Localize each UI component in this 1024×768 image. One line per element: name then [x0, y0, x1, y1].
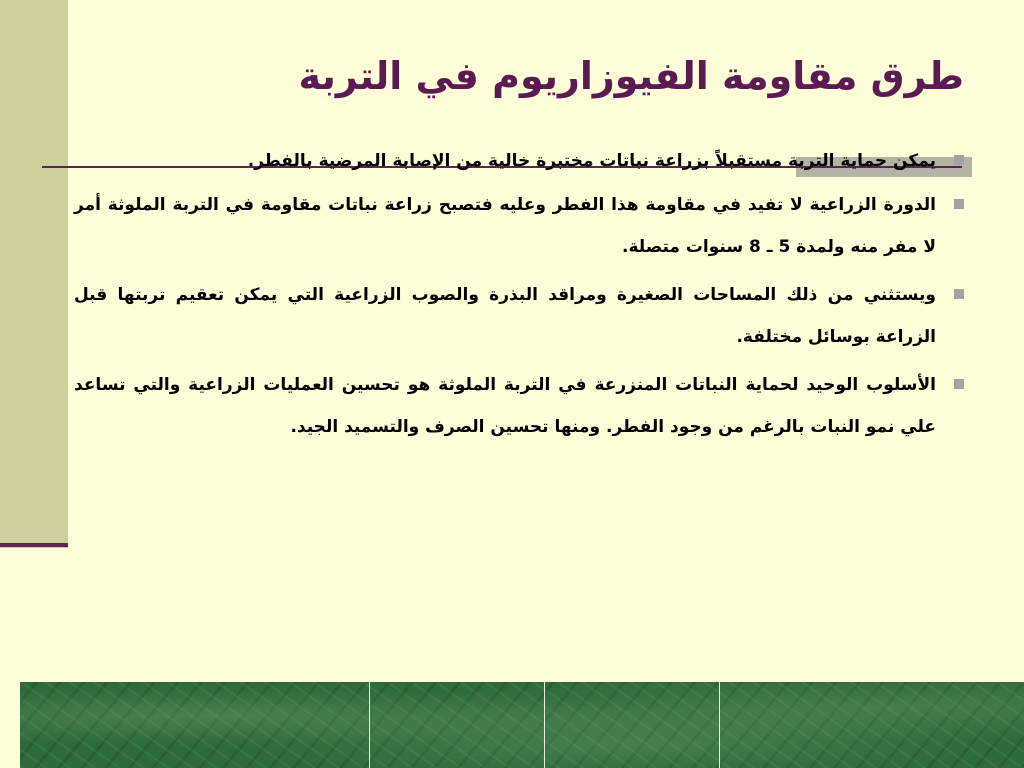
square-bullet-icon	[954, 155, 964, 165]
square-bullet-icon	[954, 199, 964, 209]
footer-divider-2	[544, 682, 545, 768]
footer-divider-3	[719, 682, 720, 768]
bullet-item-2	[74, 184, 964, 268]
bullet-item-1	[74, 142, 964, 180]
bullet-text-3: ويستثني من ذلك المساحات الصغيرة ومراقد البذرة والصوب الزراعية التي يمكن تعقيم تربتها قبل الزراعة بوسائل مختلفة.	[74, 285, 936, 347]
square-bullet-icon	[954, 289, 964, 299]
bullet-text-4: الأسلوب الوحيد لحماية النباتات المنزرعة في التربة الملوثة هو تحسين العمليات الزراعية والتي تساعد علي نمو النبات بالرغم من وجود الفطر. ومنها تحسين الصرف والتسميد الجيد.	[74, 375, 936, 437]
bullet-text-1: يمكن حماية التربة مستقبلاً بزراعة نباتات مختبرة خالية من الإصابة المرضية بالفطر.	[247, 151, 936, 171]
bullet-item-4	[74, 364, 964, 448]
bullet-text-2: الدورة الزراعية لا تفيد في مقاومة هذا الفطر وعليه فتصبح زراعة نباتات مقاومة في التربة الملوثة أمر لا مفر منه ولمدة 5 ـ 8 سنوات متصلة.	[74, 195, 936, 257]
decorative-footer-band	[20, 682, 1024, 768]
bullet-item-3	[74, 274, 964, 358]
decorative-side-bar	[0, 0, 68, 548]
footer-divider-1	[369, 682, 370, 768]
bullet-list	[74, 142, 964, 454]
side-bar-accent-line	[0, 543, 68, 547]
square-bullet-icon	[954, 379, 964, 389]
slide-title: طرق مقاومة الفيوزاريوم في التربة	[298, 54, 964, 98]
